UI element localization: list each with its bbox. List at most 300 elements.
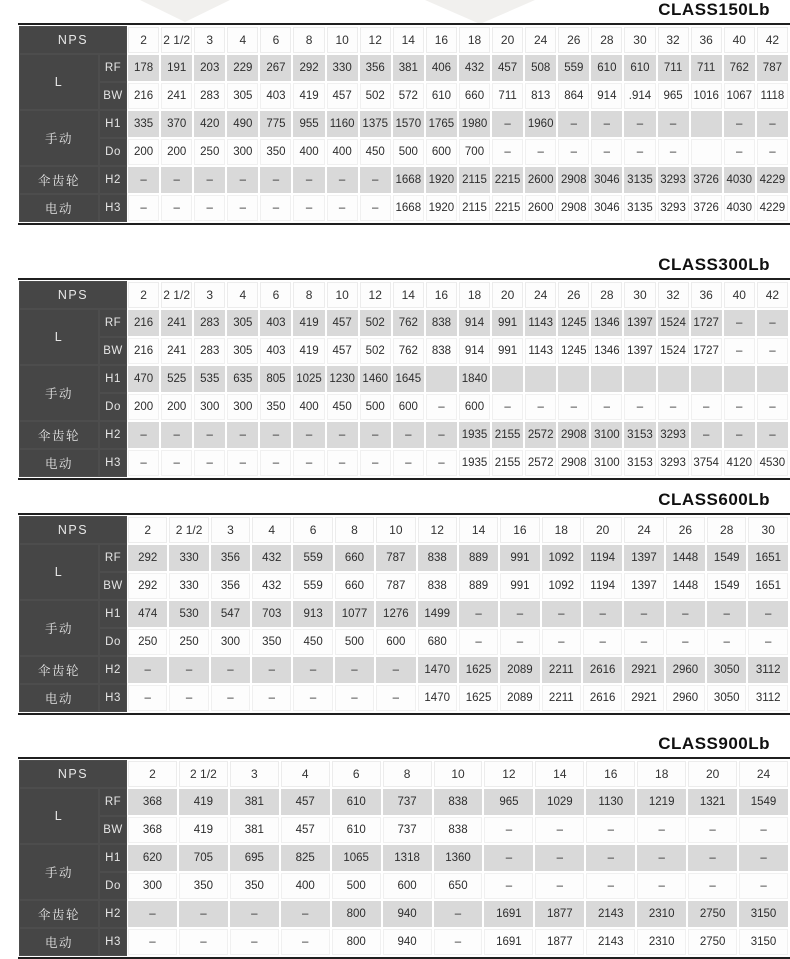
nps-size-header: 6 — [332, 761, 381, 787]
data-cell: 600 — [393, 394, 424, 420]
data-cell: 600 — [376, 629, 415, 655]
data-cell: 610 — [332, 817, 381, 843]
row-key-cell: H3 — [100, 685, 126, 711]
data-cell: – — [586, 845, 635, 871]
data-cell: – — [624, 601, 663, 627]
group-label-cell: L — [20, 55, 98, 109]
nps-size-header: 2 — [128, 517, 167, 543]
data-cell: – — [327, 195, 358, 221]
nps-size-header: 14 — [393, 282, 424, 308]
data-cell: 914 — [459, 338, 490, 364]
data-cell: 1016 — [691, 83, 722, 109]
data-cell: – — [161, 195, 192, 221]
group-label-cell: 手动 — [20, 366, 98, 420]
data-cell: 403 — [260, 310, 291, 336]
table-title-class600: CLASS600Lb — [658, 490, 770, 509]
data-cell: 1570 — [393, 111, 424, 137]
data-cell: 1194 — [583, 573, 622, 599]
data-cell: – — [583, 601, 622, 627]
data-cell: 572 — [393, 83, 424, 109]
nps-size-header: 24 — [525, 282, 556, 308]
data-cell: 1920 — [426, 195, 457, 221]
nps-size-header: 4 — [227, 282, 258, 308]
data-cell: 1524 — [658, 338, 689, 364]
nps-size-header: 24 — [624, 517, 663, 543]
row-key-cell: H1 — [100, 601, 126, 627]
data-cell: – — [281, 901, 330, 927]
nps-size-header: 8 — [293, 27, 324, 53]
nps-size-header: 14 — [393, 27, 424, 53]
data-cell: – — [624, 139, 655, 165]
data-cell: 1360 — [434, 845, 483, 871]
data-cell: 610 — [332, 789, 381, 815]
data-cell: 787 — [757, 55, 788, 81]
nps-size-header: 16 — [500, 517, 539, 543]
data-cell: 2211 — [542, 685, 581, 711]
table-row — [20, 422, 788, 448]
data-cell: 1029 — [535, 789, 584, 815]
data-cell: 1668 — [393, 195, 424, 221]
data-cell: 2089 — [500, 685, 539, 711]
table-title-class150: CLASS150Lb — [658, 0, 770, 19]
data-cell: – — [211, 685, 250, 711]
data-cell: 1727 — [691, 310, 722, 336]
data-cell: 403 — [260, 83, 291, 109]
data-cell: 216 — [128, 338, 159, 364]
data-cell: 350 — [230, 873, 279, 899]
data-cell: – — [293, 167, 324, 193]
data-cell: – — [591, 111, 622, 137]
data-cell: – — [128, 422, 159, 448]
data-cell: 283 — [194, 338, 225, 364]
data-cell: 300 — [128, 873, 177, 899]
group-label-cell: L — [20, 789, 98, 843]
data-cell: 457 — [327, 83, 358, 109]
data-cell: 600 — [426, 139, 457, 165]
data-cell: 3726 — [691, 167, 722, 193]
data-cell: 3100 — [591, 450, 622, 476]
data-cell: 368 — [128, 817, 177, 843]
row-key-cell: Do — [100, 139, 126, 165]
data-cell: 955 — [293, 111, 324, 137]
data-cell: – — [535, 817, 584, 843]
data-cell: – — [558, 139, 589, 165]
data-cell: – — [492, 394, 523, 420]
data-cell: 1691 — [484, 929, 533, 955]
data-cell: 381 — [230, 817, 279, 843]
row-key-cell: RF — [100, 310, 126, 336]
data-cell: 350 — [179, 873, 228, 899]
data-cell: 1460 — [360, 366, 391, 392]
data-cell: 2908 — [558, 422, 589, 448]
data-cell: 432 — [459, 55, 490, 81]
data-cell: 3726 — [691, 195, 722, 221]
data-cell: 737 — [383, 817, 432, 843]
data-cell: 300 — [211, 629, 250, 655]
data-cell: 2572 — [525, 450, 556, 476]
data-cell: 775 — [260, 111, 291, 137]
dimension-table-class600 — [18, 513, 790, 715]
data-cell: – — [293, 450, 324, 476]
data-cell: 547 — [211, 601, 250, 627]
data-cell: 457 — [281, 789, 330, 815]
data-cell: – — [492, 139, 523, 165]
data-cell: 403 — [260, 338, 291, 364]
data-cell: 500 — [393, 139, 424, 165]
data-cell: 700 — [459, 139, 490, 165]
data-cell: 350 — [260, 139, 291, 165]
data-cell: 3050 — [707, 685, 746, 711]
data-cell: 1245 — [558, 338, 589, 364]
data-cell: 406 — [426, 55, 457, 81]
data-cell: 762 — [393, 338, 424, 364]
data-cell: 200 — [161, 394, 192, 420]
data-cell: 400 — [293, 139, 324, 165]
data-cell: 1625 — [459, 685, 498, 711]
data-cell: 502 — [360, 338, 391, 364]
data-cell: 940 — [383, 901, 432, 927]
data-cell — [757, 366, 788, 392]
data-cell — [591, 366, 622, 392]
data-cell: 1840 — [459, 366, 490, 392]
data-cell: 368 — [128, 789, 177, 815]
nps-size-header: 8 — [293, 282, 324, 308]
data-cell: – — [535, 873, 584, 899]
nps-size-header: 18 — [637, 761, 686, 787]
group-label-cell: L — [20, 310, 98, 364]
row-key-cell: H2 — [100, 167, 126, 193]
data-cell: 711 — [691, 55, 722, 81]
data-cell: 1960 — [525, 111, 556, 137]
data-cell: 283 — [194, 310, 225, 336]
data-cell: 1470 — [418, 685, 457, 711]
data-cell: 450 — [360, 139, 391, 165]
data-cell: – — [194, 167, 225, 193]
data-cell: – — [194, 422, 225, 448]
nps-size-header: 3 — [194, 282, 225, 308]
data-cell: – — [542, 601, 581, 627]
data-cell: 400 — [281, 873, 330, 899]
data-cell: – — [688, 817, 737, 843]
data-cell: 1067 — [724, 83, 755, 109]
group-label-cell: 电动 — [20, 450, 98, 476]
data-cell: – — [281, 929, 330, 955]
data-cell: 500 — [332, 873, 381, 899]
data-cell: – — [260, 422, 291, 448]
table-row — [20, 366, 788, 392]
data-cell: 3050 — [707, 657, 746, 683]
data-cell: – — [260, 450, 291, 476]
table-row — [20, 873, 788, 899]
data-cell: 2750 — [688, 901, 737, 927]
data-cell: – — [161, 167, 192, 193]
data-cell: 965 — [484, 789, 533, 815]
table-row — [20, 310, 788, 336]
data-cell: 600 — [383, 873, 432, 899]
table-row — [20, 629, 788, 655]
data-cell: 420 — [194, 111, 225, 137]
nps-size-header: 10 — [327, 282, 358, 308]
data-cell: – — [624, 394, 655, 420]
data-cell: – — [252, 685, 291, 711]
data-cell: 991 — [492, 338, 523, 364]
data-cell: 1077 — [335, 601, 374, 627]
data-cell: 200 — [128, 394, 159, 420]
data-cell: 1397 — [624, 573, 663, 599]
data-cell: 1877 — [535, 929, 584, 955]
nps-size-header: 24 — [525, 27, 556, 53]
table-title-class300: CLASS300Lb — [658, 255, 770, 274]
data-cell: 292 — [293, 55, 324, 81]
table-row — [20, 573, 788, 599]
nps-size-header: 36 — [691, 27, 722, 53]
data-cell: 813 — [525, 83, 556, 109]
data-cell: 2750 — [688, 929, 737, 955]
data-cell: 356 — [211, 545, 250, 571]
data-cell: 965 — [658, 83, 689, 109]
data-cell: 3153 — [624, 422, 655, 448]
data-cell: 762 — [724, 55, 755, 81]
nps-label-cell: NPS — [20, 282, 126, 308]
data-cell: 1877 — [535, 901, 584, 927]
data-cell: – — [227, 450, 258, 476]
data-cell: – — [161, 422, 192, 448]
data-cell: 535 — [194, 366, 225, 392]
data-cell: 2143 — [586, 929, 635, 955]
data-cell: 241 — [161, 338, 192, 364]
nps-size-header: 26 — [558, 27, 589, 53]
data-cell: 1625 — [459, 657, 498, 683]
data-cell: 1448 — [666, 573, 705, 599]
data-cell: – — [128, 929, 177, 955]
data-cell: 250 — [169, 629, 208, 655]
data-cell: – — [128, 685, 167, 711]
nps-size-header: 2 1/2 — [179, 761, 228, 787]
data-cell: 1160 — [327, 111, 358, 137]
data-cell: – — [227, 195, 258, 221]
data-cell: 305 — [227, 338, 258, 364]
nps-size-header: 20 — [492, 282, 523, 308]
data-cell: – — [757, 422, 788, 448]
data-cell: – — [327, 450, 358, 476]
nps-size-header: 14 — [459, 517, 498, 543]
data-cell: 356 — [360, 55, 391, 81]
data-cell: 3293 — [658, 167, 689, 193]
data-cell: – — [535, 845, 584, 871]
data-cell: – — [128, 657, 167, 683]
nps-size-header: 26 — [666, 517, 705, 543]
data-cell: – — [739, 845, 788, 871]
data-cell: 2089 — [500, 657, 539, 683]
data-cell: 1470 — [418, 657, 457, 683]
dimension-table-class300 — [18, 278, 790, 480]
data-cell: 1935 — [459, 422, 490, 448]
data-cell: – — [666, 601, 705, 627]
data-cell: – — [724, 394, 755, 420]
data-cell: – — [688, 873, 737, 899]
data-cell: – — [194, 450, 225, 476]
class600-table-block — [18, 490, 790, 715]
data-cell: – — [376, 685, 415, 711]
data-cell: 400 — [327, 139, 358, 165]
data-cell: – — [335, 685, 374, 711]
data-cell: 350 — [252, 629, 291, 655]
nps-size-header: 32 — [658, 27, 689, 53]
row-key-cell: BW — [100, 338, 126, 364]
data-cell: 216 — [128, 83, 159, 109]
data-cell: – — [724, 338, 755, 364]
data-cell: 838 — [426, 310, 457, 336]
data-cell: 2600 — [525, 167, 556, 193]
data-cell: 1549 — [739, 789, 788, 815]
table-row — [20, 817, 788, 843]
data-cell: 787 — [376, 545, 415, 571]
data-cell: 432 — [252, 573, 291, 599]
data-cell: 250 — [194, 139, 225, 165]
data-cell: – — [327, 422, 358, 448]
data-cell: 216 — [128, 310, 159, 336]
table-row — [20, 657, 788, 683]
data-cell: – — [230, 901, 279, 927]
group-label-cell: 电动 — [20, 929, 98, 955]
data-cell: – — [591, 394, 622, 420]
data-cell: 703 — [252, 601, 291, 627]
data-cell — [658, 366, 689, 392]
nps-size-header: 18 — [542, 517, 581, 543]
nps-size-header: 2 1/2 — [161, 282, 192, 308]
data-cell: – — [293, 685, 332, 711]
data-cell: – — [484, 845, 533, 871]
nps-size-header: 10 — [376, 517, 415, 543]
data-cell: – — [360, 195, 391, 221]
data-cell: 559 — [293, 545, 332, 571]
data-cell: 1219 — [637, 789, 686, 815]
data-cell: 300 — [194, 394, 225, 420]
nps-size-header: 2 — [128, 761, 177, 787]
data-cell: 1651 — [748, 545, 788, 571]
nps-size-header: 2 — [128, 282, 159, 308]
nps-size-header: 14 — [535, 761, 584, 787]
nps-size-header: 8 — [335, 517, 374, 543]
data-cell: 419 — [179, 789, 228, 815]
data-cell: 241 — [161, 83, 192, 109]
nps-size-header: 3 — [230, 761, 279, 787]
data-cell: 241 — [161, 310, 192, 336]
data-cell: – — [128, 195, 159, 221]
row-key-cell: BW — [100, 83, 126, 109]
group-label-cell: 伞齿轮 — [20, 901, 98, 927]
data-cell: – — [293, 657, 332, 683]
data-cell: – — [426, 422, 457, 448]
data-cell: 267 — [260, 55, 291, 81]
table-row — [20, 789, 788, 815]
data-cell: 762 — [393, 310, 424, 336]
data-cell — [724, 366, 755, 392]
dimension-table-class150 — [18, 23, 790, 225]
table-row — [20, 601, 788, 627]
nps-label-cell: NPS — [20, 27, 126, 53]
table-row — [20, 450, 788, 476]
data-cell: 4530 — [757, 450, 788, 476]
nps-size-header: 20 — [492, 27, 523, 53]
data-cell: – — [484, 873, 533, 899]
nps-size-header: 20 — [688, 761, 737, 787]
data-cell: – — [260, 167, 291, 193]
data-cell: 1375 — [360, 111, 391, 137]
data-cell: – — [211, 657, 250, 683]
data-cell: 1276 — [376, 601, 415, 627]
nps-size-header: 16 — [426, 282, 457, 308]
data-cell: – — [586, 817, 635, 843]
data-cell: 838 — [434, 817, 483, 843]
data-cell: 3100 — [591, 422, 622, 448]
data-cell: 3112 — [748, 657, 788, 683]
nps-size-header: 4 — [252, 517, 291, 543]
data-cell: 1346 — [591, 338, 622, 364]
data-cell: 3150 — [739, 929, 788, 955]
group-label-cell: 伞齿轮 — [20, 657, 98, 683]
data-cell: 940 — [383, 929, 432, 955]
data-cell: 620 — [128, 845, 177, 871]
data-cell: – — [179, 901, 228, 927]
data-cell: 2921 — [624, 657, 663, 683]
nps-size-header: 30 — [624, 282, 655, 308]
group-label-cell: 电动 — [20, 685, 98, 711]
data-cell: 530 — [169, 601, 208, 627]
data-cell: 2616 — [583, 685, 622, 711]
data-cell: 991 — [492, 310, 523, 336]
data-cell: 200 — [161, 139, 192, 165]
data-cell: 508 — [525, 55, 556, 81]
data-cell: – — [227, 422, 258, 448]
table-row — [20, 139, 788, 165]
class150-table-block — [18, 0, 790, 225]
data-cell: 305 — [227, 83, 258, 109]
data-cell: 1765 — [426, 111, 457, 137]
data-cell: 292 — [128, 573, 167, 599]
data-cell: 1691 — [484, 901, 533, 927]
data-cell: 330 — [169, 545, 208, 571]
data-cell: 283 — [194, 83, 225, 109]
data-cell: 838 — [418, 545, 457, 571]
data-cell: 635 — [227, 366, 258, 392]
row-key-cell: Do — [100, 629, 126, 655]
data-cell: 419 — [293, 338, 324, 364]
data-cell: 1065 — [332, 845, 381, 871]
data-cell: 559 — [293, 573, 332, 599]
data-cell: – — [227, 167, 258, 193]
data-cell: 2310 — [637, 901, 686, 927]
row-key-cell: H3 — [100, 195, 126, 221]
nps-header-row — [20, 517, 788, 543]
data-cell: 3112 — [748, 685, 788, 711]
data-cell: 502 — [360, 310, 391, 336]
data-cell: – — [360, 450, 391, 476]
data-cell: 1130 — [586, 789, 635, 815]
data-cell: 2960 — [666, 657, 705, 683]
data-cell: 300 — [227, 139, 258, 165]
table-row — [20, 929, 788, 955]
data-cell: – — [434, 929, 483, 955]
data-cell: 1920 — [426, 167, 457, 193]
data-cell: – — [161, 450, 192, 476]
data-cell: 1245 — [558, 310, 589, 336]
nps-size-header: 3 — [194, 27, 225, 53]
data-cell: 330 — [169, 573, 208, 599]
data-cell: 2143 — [586, 901, 635, 927]
data-cell: 292 — [128, 545, 167, 571]
data-cell: 610 — [591, 55, 622, 81]
